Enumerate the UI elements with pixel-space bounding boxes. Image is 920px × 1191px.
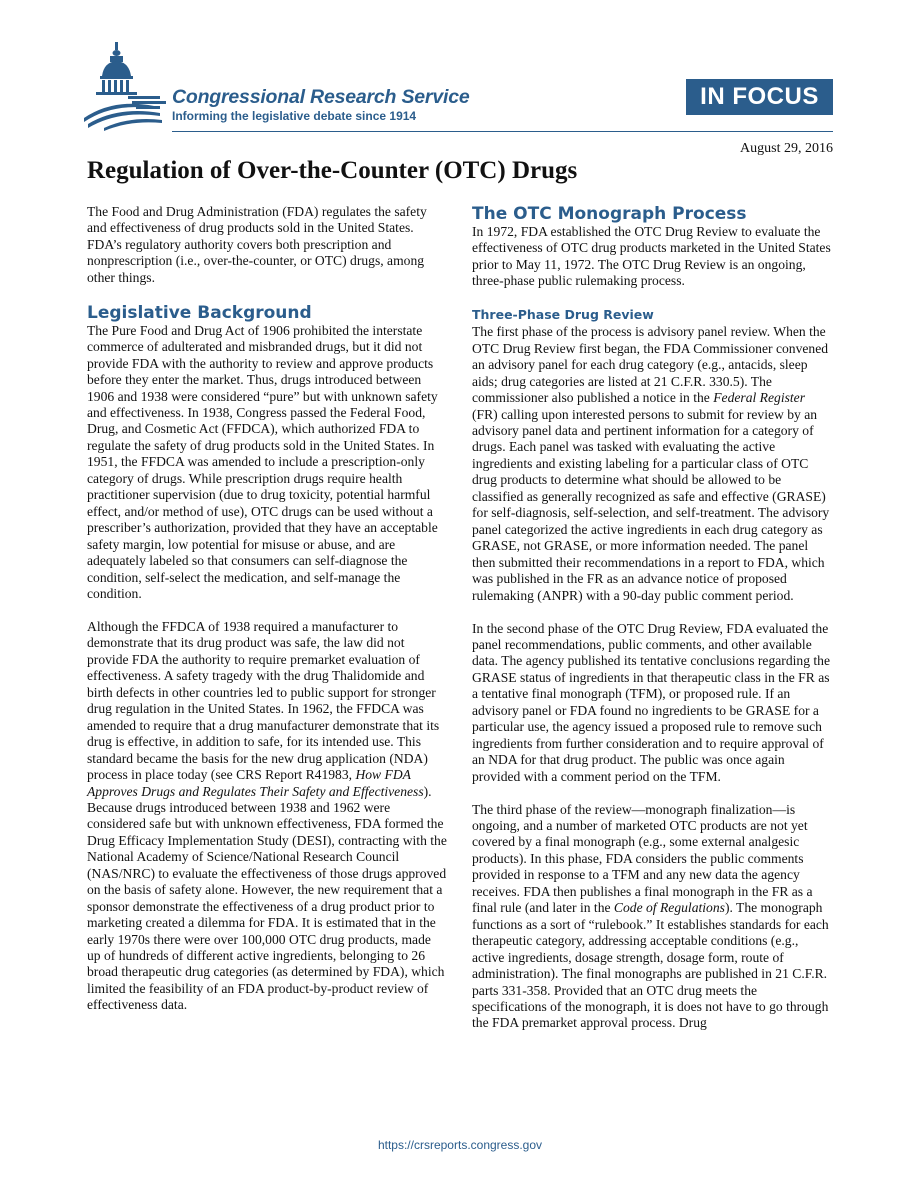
code-of-regulations-term: Code of Regulations <box>613 900 725 916</box>
otc-monograph-paragraph: In 1972, FDA established the OTC Drug Review to evaluate the effectiveness of OTC drug products marketed in the United States prior to May 11, 1972. The OTC Drug Review is an ongoing, three-phase public rulemaking process. <box>472 224 831 289</box>
federal-register-term: Federal Register <box>713 390 805 406</box>
publication-date: August 29, 2016 <box>740 141 833 156</box>
header-divider <box>172 131 833 132</box>
left-column <box>87 204 447 1014</box>
paragraph-text: The first phase of the process is advisory panel review. When the OTC Drug Review first began, the FDA Commissioner convened an advisory panel for each drug category (e.g., antacids, sleep aids; drug categories are listed at 21 C.F.R. 330.5). The commissioner also published a notice in the <box>472 324 829 406</box>
paragraph-text: (FR) calling upon interested persons to submit for review by an advisory panel data and pertinent information for a category of drugs. Each panel was tasked with evaluating the active ingredients and existing labeling for a particular class of OTC drug products to determine what should be allowed to be classified as generally recognized as safe and effective (GRASE) for self-diagnosis, self-selection, and self-treatment. The advisory panel categorized the active ingredients in each drug category as GRASE, not GRASE, or more information needed. The panel then submitted their recommendations in a report to FDA, which was published in the FR as an advance notice of proposed rulemaking (ANPR) with a 90-day public comment period. <box>472 406 830 603</box>
right-column <box>472 204 833 1032</box>
three-phase-review-subheading: Three-Phase Drug Review <box>472 307 654 323</box>
paragraph-text: Although the FFDCA of 1938 required a manufacturer to demonstrate that its drug product was safe, the law did not provide FDA the authority to require premarket evaluation of effectiveness. A safety tragedy with the drug Thalidomide and birth defects in other countries led to public support for stronger drug regulation in the United States. In 1962, the FFDCA was amended to require that a drug manufacturer demonstrate that its drug is effective, in addition to safe, for its intended use. This standard became the basis for the new drug application (NDA) process in place today (see CRS Report R41983, <box>87 618 440 783</box>
legislative-background-paragraph-2 <box>87 619 447 1014</box>
paragraph-text: ). Because drugs introduced between 1938 and 1962 were considered safe but with unknown effectiveness, FDA formed the Drug Efficacy Implementation Study (DESI), contracting with the National Academy of Science/National Research Council (NAS/NRC) to evaluate the effectiveness of those drugs approved on the basis of safety alone. However, the new requirement that a sponsor demonstrate the effectiveness of a drug product prior to marketing created a dilemma for FDA. It is estimated that in the early 1970s there were over 100,000 OTC drug products, made up of hundreds of different active ingredients, belonging to 26 broad therapeutic drug categories (as determined by FDA), which limited the feasibility of an FDA product-by-product review of effectiveness data. <box>87 783 447 1013</box>
paragraph-text: ). The monograph functions as a sort of “rulebook.” It establishes standards for each therapeutic category, addressing acceptable conditions (e.g., active ingredients, dosage strength, dosage form, route of administration). The final monographs are published in 21 C.F.R. parts 331-358. Provided that an OTC drug meets the specifications of the monograph, it is does not have to go through the FDA premarket approval process. Drug <box>472 900 829 1031</box>
legislative-background-heading: Legislative Background <box>87 302 312 323</box>
phase-one-paragraph <box>472 324 833 604</box>
footer-url[interactable]: https://crsreports.congress.gov <box>377 1138 543 1152</box>
org-name: Congressional Research Service <box>172 86 470 108</box>
capitol-dome-icon <box>84 40 174 132</box>
phase-two-paragraph: In the second phase of the OTC Drug Review, FDA evaluated the panel recommendations, public comments, and other available data. The agency published its tentative conclusions regarding the GRASE status of ingredients in that therapeutic class in the FR as a tentative final monograph (TFM), or proposed rule. If an advisory panel or FDA found no ingredients to be GRASE for a particular use, the agency issued a proposed rule to remove such ingredients from further consideration and to require approval of an NDA for that drug product. The public was once again provided with a comment period on the TFM. <box>472 620 830 784</box>
otc-monograph-heading: The OTC Monograph Process <box>472 204 747 224</box>
paragraph-text: The third phase of the review—monograph finalization—is ongoing, and a number of marketed OTC products are not yet covered by a final monograph (e.g., some external analgesic products). In this phase, FDA considers the public comments provided in response to a TFM and any new data the agency receives. FDA then publishes a final monograph in the FR as a final rule (and later in the <box>472 801 813 916</box>
in-focus-badge: IN FOCUS <box>686 79 833 115</box>
report-title: How FDA Approves Drugs and Regulates Their Safety and Effectiveness <box>87 767 424 799</box>
phase-three-paragraph <box>472 802 833 1032</box>
page-title: Regulation of Over-the-Counter (OTC) Drugs <box>87 157 578 184</box>
legislative-background-paragraph-1: The Pure Food and Drug Act of 1906 prohibited the interstate commerce of adulterated and misbranded drugs, but it did not provide FDA with the authority to review and approve products before they enter the market. Thus, drugs introduced between 1906 and 1938 were considered “pure” but with unknown safety and effectiveness. In 1938, Congress passed the Federal Food, Drug, and Cosmetic Act (FFDCA), which authorized FDA to regulate the safety of drug products sold in the United States. In 1951, the FFDCA was amended to include a prescription-only category of drugs. While prescription drugs require health practitioner supervision (due to drug toxicity, potential harmful effect, and/or method of use), OTC drugs can be used without a prescriber’s authorization, provided that they have an acceptable safety margin, low potential for misuse or abuse, and are adequately labeled so that consumers can self-diagnose the condition, self-select the medication, and self-manage the condition. <box>87 322 438 602</box>
org-tagline: Informing the legislative debate since 1914 <box>172 109 417 123</box>
intro-paragraph: The Food and Drug Administration (FDA) regulates the safety and effectiveness of drug products sold in the United States. FDA’s regulatory authority covers both prescription and nonprescription (i.e., over-the-counter, or OTC) drugs, among other things. <box>87 204 427 285</box>
